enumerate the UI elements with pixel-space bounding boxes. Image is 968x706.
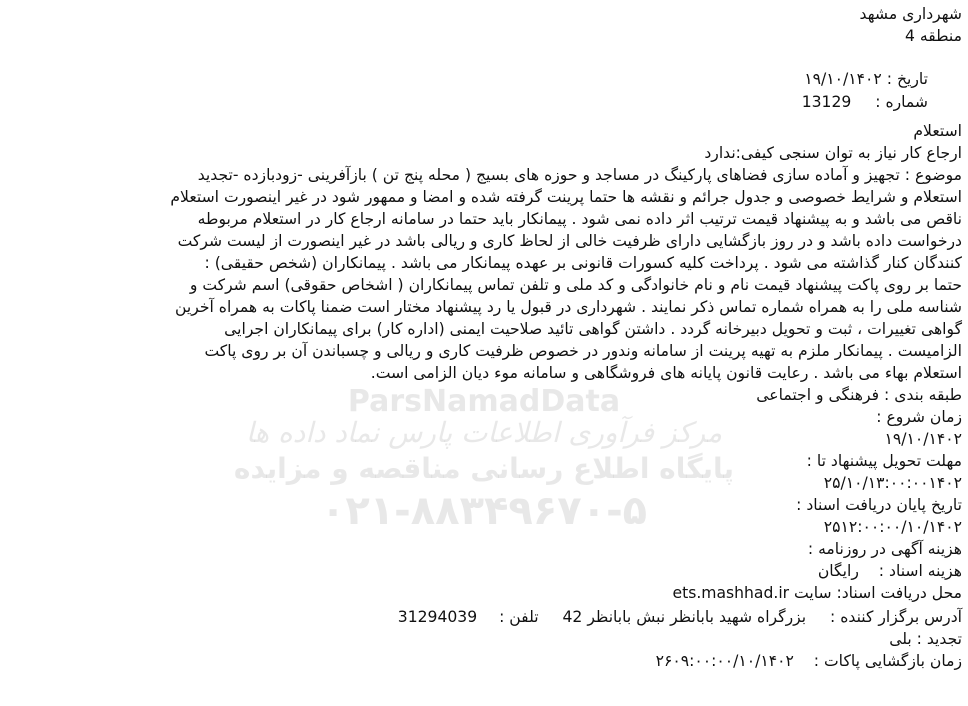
number-value: 13129: [801, 93, 852, 111]
body-line: گواهی تغییرات ، ثبت و تحویل دبیرخانه گردد . داشتن گواهی تائید صلاحیت ایمنی (اداره کار) برای پیمانکاران اجرایی: [224, 320, 962, 338]
body-line: استعلام بهاء می باشد . رعایت قانون پایانه های فروشگاهی و سامانه موء دیان الزامی است.: [370, 364, 962, 382]
body-line: شناسه ملی را به همراه شماره تماس ذکر نمایند . شهرداری در قبول یا رد پیشنهاد مختار است ضمنا پاکات به همراه آخرین: [175, 298, 962, 316]
number-label: شماره :: [875, 93, 928, 111]
docs-cost-value: رایگان: [817, 562, 859, 580]
org-name: شهرداری مشهد: [859, 5, 962, 23]
watermark-line1: مرکز فرآوری اطلاعات پارس نماد داده ها: [245, 416, 723, 449]
address-value: بزرگراه شهید بابانظر نبش بابانظر 42: [562, 608, 807, 626]
region-name: منطقه 4: [905, 27, 962, 45]
body-line: درخواست داده باشد و در روز بازگشایی دارای ظرفیت خالی از لحاظ کاری و ریالی باشد در غیر اینصورت از لیست شرکت: [177, 232, 962, 250]
phone-value: 31294039: [397, 608, 478, 626]
opening-row: [656, 650, 962, 672]
body-line: الزامیست . پیمانکار ملزم به تهیه پرینت از سامانه وندور در خصوص ظرفیت کاری و ریالی و چسباندن آن بر روی پاکت: [204, 342, 962, 360]
docs-cost-row: [818, 560, 962, 582]
body-line: کنندگان کنار گذاشته می شود . پرداخت کلیه کسورات قانونی بر عهده پیمانکار می باشد . پیمانکاران (شخص حقیقی) :: [204, 254, 962, 272]
docs-end-value: ۲۵۱۲:۰۰:۰۰/۱۰/۱۴۰۲: [823, 518, 962, 536]
address-row: [398, 606, 962, 628]
deadline-value: ۲۵/۱۰/۱۳:۰۰:۰۰۱۴۰۲: [823, 474, 962, 492]
phone-label: تلفن :: [499, 608, 539, 626]
docs-end-label: تاریخ پایان دریافت اسناد :: [796, 496, 962, 514]
date: تاریخ : ۱۹/۱۰/۱۴۰۲: [804, 70, 928, 88]
doc-type: استعلام: [913, 122, 962, 140]
watermark-line2: پایگاه اطلاع رسانی مناقصه و مزایده: [233, 452, 735, 485]
category: طبقه بندی : فرهنگی و اجتماعی: [756, 386, 962, 404]
docs-place-site: ets.mashhad.ir: [672, 584, 790, 602]
renewal: تجدید : بلی: [889, 630, 962, 648]
docs-place-row: [672, 582, 962, 604]
ad-cost: هزینه آگهی در روزنامه :: [807, 540, 962, 558]
start-value: ۱۹/۱۰/۱۴۰۲: [884, 430, 962, 448]
referral: ارجاع کار نیاز به توان سنجی کیفی:ندارد: [704, 144, 962, 162]
body-line: موضوع : تجهیز و آماده سازی فضاهای پارکینگ در مساجد و حوزه های بسیج ( محله پنج تن ) بازآفرینی -زودبازده -تجدید: [197, 166, 962, 184]
docs-place-label: محل دریافت اسناد: سایت: [794, 584, 962, 602]
deadline-label: مهلت تحویل پیشنهاد تا :: [806, 452, 962, 470]
opening-value: ۲۶۰۹:۰۰:۰۰/۱۰/۱۴۰۲: [655, 652, 794, 670]
number-row: [802, 91, 928, 113]
opening-label: زمان بازگشایی پاکات :: [813, 652, 962, 670]
body-line: ناقص می باشد و به پیشنهاد قیمت ترتیب اثر داده نمی شود . پیمانکار باید حتما در سامانه ارجاع کار در استعلام مربوطه: [197, 210, 962, 228]
start-label: زمان شروع :: [876, 408, 962, 426]
watermark-latin: ParsNamadData: [347, 384, 621, 419]
docs-cost-label: هزینه اسناد :: [878, 562, 962, 580]
watermark-phone: ۰۲۱-۸۸۳۴۹۶۷۰-۵: [320, 488, 648, 534]
body-line: استعلام و شرایط خصوصی و جدول جرائم و نقشه ها حتما پرینت گرفته شده و امضا و ممهور شود در غیر اینصورت استعلام: [170, 188, 962, 206]
body-line: حتما بر روی پاکت پیشنهاد قیمت نام و نام خانوادگی و کد ملی و تلفن تماس پیمانکاران ( اشخاص حقوقی) اسم شرکت و: [189, 276, 962, 294]
address-label: آدرس برگزار کننده :: [830, 608, 962, 626]
